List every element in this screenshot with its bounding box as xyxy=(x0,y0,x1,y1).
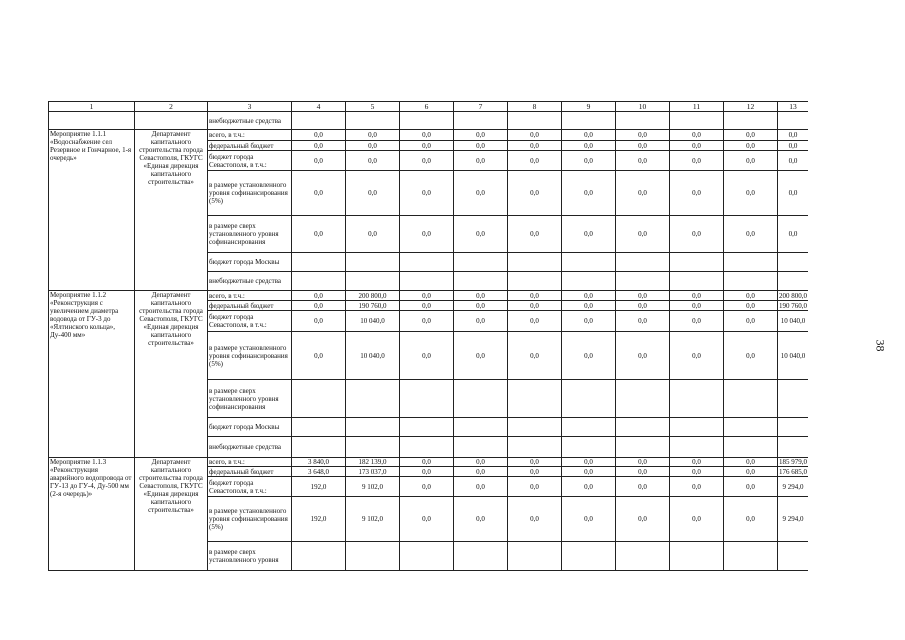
value-cell xyxy=(562,253,616,272)
value-cell: 9 102,0 xyxy=(346,477,400,497)
value-cell: 0,0 xyxy=(508,130,562,141)
column-header: 5 xyxy=(346,102,400,112)
column-header: 1 xyxy=(49,102,135,112)
value-cell: 0,0 xyxy=(400,130,454,141)
value-cell xyxy=(508,418,562,437)
page-number: 38 xyxy=(873,339,888,352)
value-cell xyxy=(616,112,670,130)
funding-source: всего, в т.ч.: xyxy=(208,291,292,301)
value-cell xyxy=(400,542,454,571)
value-cell: 0,0 xyxy=(670,458,724,467)
value-cell: 0,0 xyxy=(724,141,778,151)
value-cell: 0,0 xyxy=(400,301,454,311)
column-header: 8 xyxy=(508,102,562,112)
value-cell xyxy=(562,272,616,291)
value-cell: 0,0 xyxy=(724,467,778,477)
value-cell: 0,0 xyxy=(562,467,616,477)
value-cell: 200 800,0 xyxy=(779,291,807,300)
value-cell: 192,0 xyxy=(292,497,346,542)
value-cell xyxy=(724,253,778,272)
value-cell: 0,0 xyxy=(616,467,670,477)
table-row xyxy=(49,291,809,301)
value-cell: 0,0 xyxy=(454,332,508,380)
value-cell xyxy=(724,380,778,418)
column-header: 3 xyxy=(208,102,292,112)
value-cell: 0,0 xyxy=(724,311,778,332)
value-cell: 0,0 xyxy=(454,311,508,332)
value-cell: 0,0 xyxy=(508,151,562,171)
value-cell xyxy=(670,437,724,458)
value-cell xyxy=(292,380,346,418)
value-cell xyxy=(400,112,454,130)
value-cell: 0,0 xyxy=(616,171,670,216)
value-cell: 0,0 xyxy=(400,467,454,477)
column-header: 10 xyxy=(616,102,670,112)
value-cell: 0,0 xyxy=(562,171,616,216)
value-cell xyxy=(616,272,670,291)
value-cell: 0,0 xyxy=(562,301,616,311)
value-cell: 0,0 xyxy=(292,311,346,332)
value-cell: 0,0 xyxy=(616,332,670,380)
value-cell: 0,0 xyxy=(346,151,400,171)
value-cell: 0,0 xyxy=(346,141,400,151)
value-cell xyxy=(346,253,400,272)
value-cell xyxy=(508,253,562,272)
value-cell xyxy=(454,542,508,571)
value-cell: 185 979,0 xyxy=(779,458,807,466)
value-cell xyxy=(724,112,778,130)
value-cell xyxy=(670,418,724,437)
value-cell: 0,0 xyxy=(778,151,809,171)
column-header: 4 xyxy=(292,102,346,112)
value-cell: 0,0 xyxy=(400,171,454,216)
value-cell: 0,0 xyxy=(454,151,508,171)
value-cell xyxy=(562,380,616,418)
value-cell: 0,0 xyxy=(724,301,778,311)
funding-source: федеральный бюджет xyxy=(208,301,292,311)
value-cell: 9 294,0 xyxy=(778,497,809,542)
value-cell: 0,0 xyxy=(508,332,562,380)
value-cell: 0,0 xyxy=(400,311,454,332)
value-cell: 0,0 xyxy=(292,301,346,311)
value-cell: 182 139,0 xyxy=(346,458,400,467)
value-cell: 0,0 xyxy=(562,497,616,542)
value-cell: 0,0 xyxy=(292,171,346,216)
value-cell: 0,0 xyxy=(562,332,616,380)
document-sheet xyxy=(48,101,808,607)
value-cell: 0,0 xyxy=(454,477,508,497)
empty-cell xyxy=(49,112,135,130)
value-cell: 0,0 xyxy=(724,171,778,216)
value-cell xyxy=(454,112,508,130)
value-cell xyxy=(616,418,670,437)
value-cell xyxy=(562,418,616,437)
funding-source: в размере установленного уровня софинансирования (5%) xyxy=(208,332,292,380)
column-header: 6 xyxy=(400,102,454,112)
funding-source: внебюджетные средства xyxy=(208,437,292,458)
value-cell: 0,0 xyxy=(562,141,616,151)
funding-source: внебюджетные средства xyxy=(208,112,292,130)
value-cell: 0,0 xyxy=(724,130,778,141)
funding-source: бюджет города Севастополя, в т.ч.: xyxy=(208,151,292,171)
funding-source: в размере сверх установленного уровня софинансирования xyxy=(208,216,292,253)
executor-name: Департамент капитального строительства города Севастополя, ГКУГС «Единая дирекция капитального строительства» xyxy=(135,458,208,571)
value-cell xyxy=(346,272,400,291)
value-cell: 0,0 xyxy=(454,291,508,301)
value-cell: 0,0 xyxy=(292,130,346,141)
value-cell: 192,0 xyxy=(292,477,346,497)
value-cell: 0,0 xyxy=(454,141,508,151)
value-cell: 0,0 xyxy=(670,141,724,151)
value-cell: 0,0 xyxy=(400,151,454,171)
value-cell: 0,0 xyxy=(616,130,670,141)
value-cell: 0,0 xyxy=(400,216,454,253)
value-cell: 0,0 xyxy=(346,216,400,253)
value-cell xyxy=(292,418,346,437)
column-header: 9 xyxy=(562,102,616,112)
value-cell xyxy=(454,380,508,418)
value-cell: 10 040,0 xyxy=(778,311,809,332)
value-cell xyxy=(400,253,454,272)
value-cell: 190 760,0 xyxy=(779,301,807,310)
value-cell: 9 102,0 xyxy=(346,497,400,542)
value-cell xyxy=(724,272,778,291)
value-cell: 0,0 xyxy=(508,458,562,467)
funding-source: в размере сверх установленного уровня софинансирования xyxy=(208,380,292,418)
value-cell: 0,0 xyxy=(454,301,508,311)
value-cell: 0,0 xyxy=(724,216,778,253)
value-cell xyxy=(292,112,346,130)
funding-source: бюджет города Севастополя, в т.ч.: xyxy=(208,477,292,497)
value-cell: 0,0 xyxy=(670,171,724,216)
value-cell: 0,0 xyxy=(454,130,508,141)
value-cell: 0,0 xyxy=(562,130,616,141)
value-cell: 0,0 xyxy=(670,332,724,380)
value-cell: 0,0 xyxy=(616,477,670,497)
value-cell: 0,0 xyxy=(292,141,346,151)
value-cell: 0,0 xyxy=(670,477,724,497)
value-cell xyxy=(508,272,562,291)
value-cell: 0,0 xyxy=(724,291,778,301)
value-cell xyxy=(616,380,670,418)
table-row xyxy=(49,112,809,130)
value-cell xyxy=(346,542,400,571)
value-cell xyxy=(454,272,508,291)
value-cell xyxy=(454,437,508,458)
value-cell: 0,0 xyxy=(400,291,454,301)
value-cell: 200 800,0 xyxy=(346,291,400,301)
value-cell xyxy=(400,418,454,437)
value-cell: 0,0 xyxy=(292,216,346,253)
value-cell xyxy=(346,437,400,458)
value-cell xyxy=(778,542,809,571)
value-cell: 0,0 xyxy=(508,291,562,301)
value-cell: 0,0 xyxy=(508,467,562,477)
executor-name: Департамент капитального строительства города Севастополя, ГКУГС «Единая дирекция капитального строительства» xyxy=(135,130,208,291)
value-cell: 0,0 xyxy=(400,477,454,497)
funding-source: в размере установленного уровня софинансирования (5%) xyxy=(208,497,292,542)
value-cell: 0,0 xyxy=(670,130,724,141)
value-cell: 0,0 xyxy=(778,216,809,253)
column-header: 11 xyxy=(670,102,724,112)
value-cell: 10 040,0 xyxy=(346,311,400,332)
value-cell xyxy=(508,112,562,130)
funding-source: внебюджетные средства xyxy=(208,272,292,291)
table-row xyxy=(49,130,809,141)
value-cell: 0,0 xyxy=(616,458,670,467)
value-cell: 0,0 xyxy=(562,458,616,467)
value-cell xyxy=(778,437,809,458)
column-header: 12 xyxy=(724,102,778,112)
value-cell: 9 294,0 xyxy=(778,477,809,497)
table-row xyxy=(49,458,809,467)
value-cell xyxy=(346,418,400,437)
value-cell: 0,0 xyxy=(724,477,778,497)
value-cell: 0,0 xyxy=(724,458,778,467)
value-cell xyxy=(400,380,454,418)
value-cell: 0,0 xyxy=(562,216,616,253)
value-cell xyxy=(562,542,616,571)
value-cell xyxy=(562,112,616,130)
value-cell: 0,0 xyxy=(454,467,508,477)
value-cell: 0,0 xyxy=(400,332,454,380)
value-cell: 10 040,0 xyxy=(778,332,809,380)
value-cell: 0,0 xyxy=(346,130,400,141)
value-cell xyxy=(454,418,508,437)
value-cell: 0,0 xyxy=(616,301,670,311)
value-cell: 0,0 xyxy=(508,301,562,311)
value-cell xyxy=(670,542,724,571)
funding-source: федеральный бюджет xyxy=(208,467,292,477)
value-cell xyxy=(508,542,562,571)
value-cell: 0,0 xyxy=(616,141,670,151)
funding-source: бюджет города Москвы xyxy=(208,418,292,437)
value-cell xyxy=(670,380,724,418)
funding-source: федеральный бюджет xyxy=(208,141,292,151)
value-cell: 0,0 xyxy=(508,216,562,253)
value-cell: 0,0 xyxy=(778,171,809,216)
funding-source: всего, в т.ч.: xyxy=(208,130,292,141)
value-cell: 0,0 xyxy=(562,151,616,171)
empty-cell xyxy=(135,112,208,130)
value-cell xyxy=(778,112,809,130)
value-cell xyxy=(292,542,346,571)
value-cell xyxy=(292,253,346,272)
funding-source: бюджет города Севастополя, в т.ч.: xyxy=(208,311,292,332)
value-cell: 10 040,0 xyxy=(346,332,400,380)
activity-name: Мероприятие 1.1.1 «Водоснабжение сел Резервное и Гончарное, 1-я очередь» xyxy=(49,130,135,291)
funding-source: всего, в т.ч.: xyxy=(208,458,292,467)
value-cell xyxy=(562,437,616,458)
value-cell xyxy=(400,272,454,291)
funding-source: в размере сверх установленного уровня xyxy=(208,542,292,571)
value-cell: 0,0 xyxy=(292,151,346,171)
value-cell: 0,0 xyxy=(562,311,616,332)
value-cell: 0,0 xyxy=(670,467,724,477)
value-cell xyxy=(616,253,670,272)
column-header: 7 xyxy=(454,102,508,112)
value-cell: 0,0 xyxy=(508,311,562,332)
value-cell: 0,0 xyxy=(454,497,508,542)
value-cell: 0,0 xyxy=(454,171,508,216)
header-row xyxy=(49,102,809,112)
column-header: 2 xyxy=(135,102,208,112)
value-cell: 0,0 xyxy=(724,151,778,171)
value-cell: 0,0 xyxy=(724,497,778,542)
value-cell xyxy=(616,437,670,458)
value-cell xyxy=(346,112,400,130)
value-cell xyxy=(778,380,809,418)
value-cell: 0,0 xyxy=(400,497,454,542)
value-cell: 0,0 xyxy=(562,477,616,497)
value-cell xyxy=(346,380,400,418)
value-cell: 0,0 xyxy=(400,141,454,151)
funding-source: бюджет города Москвы xyxy=(208,253,292,272)
value-cell: 0,0 xyxy=(508,141,562,151)
value-cell xyxy=(670,272,724,291)
value-cell: 0,0 xyxy=(670,301,724,311)
value-cell: 173 037,0 xyxy=(346,467,400,477)
value-cell xyxy=(454,253,508,272)
funding-source: в размере установленного уровня софинансирования (5%) xyxy=(208,171,292,216)
value-cell: 0,0 xyxy=(616,151,670,171)
value-cell: 0,0 xyxy=(616,216,670,253)
value-cell xyxy=(508,380,562,418)
value-cell xyxy=(724,437,778,458)
value-cell: 0,0 xyxy=(292,291,346,301)
activity-name: Мероприятие 1.1.2 «Реконструкция с увеличением диаметра водовода от ГУ-3 до «Ялтинского кольца», Ду-400 мм» xyxy=(49,291,135,458)
value-cell: 0,0 xyxy=(508,497,562,542)
value-cell: 0,0 xyxy=(508,171,562,216)
value-cell xyxy=(778,272,809,291)
value-cell xyxy=(778,253,809,272)
value-cell: 0,0 xyxy=(562,291,616,301)
value-cell: 0,0 xyxy=(778,130,809,141)
value-cell xyxy=(292,272,346,291)
value-cell: 0,0 xyxy=(400,458,454,467)
value-cell xyxy=(670,253,724,272)
value-cell xyxy=(616,542,670,571)
budget-table xyxy=(48,101,808,571)
table-body xyxy=(49,102,809,571)
value-cell: 0,0 xyxy=(670,151,724,171)
value-cell xyxy=(292,437,346,458)
value-cell: 0,0 xyxy=(616,497,670,542)
value-cell xyxy=(508,437,562,458)
value-cell xyxy=(778,418,809,437)
value-cell: 0,0 xyxy=(508,477,562,497)
column-header: 13 xyxy=(778,102,809,112)
value-cell: 0,0 xyxy=(670,216,724,253)
value-cell: 0,0 xyxy=(670,291,724,301)
value-cell: 0,0 xyxy=(346,171,400,216)
value-cell: 0,0 xyxy=(454,458,508,467)
value-cell: 0,0 xyxy=(778,141,809,151)
value-cell: 0,0 xyxy=(670,311,724,332)
value-cell: 190 760,0 xyxy=(346,301,400,311)
value-cell: 176 685,0 xyxy=(779,467,807,476)
value-cell: 0,0 xyxy=(616,291,670,301)
value-cell: 0,0 xyxy=(670,497,724,542)
value-cell: 0,0 xyxy=(616,311,670,332)
value-cell: 0,0 xyxy=(454,216,508,253)
activity-name: Мероприятие 1.1.3 «Реконструкция аварийного водопровода от ГУ-13 до ГУ-4, Ду-500 мм (2-я очередь)» xyxy=(49,458,135,571)
value-cell: 0,0 xyxy=(724,332,778,380)
value-cell: 3 840,0 xyxy=(292,458,346,467)
value-cell: 3 648,0 xyxy=(292,467,346,477)
value-cell xyxy=(724,542,778,571)
executor-name: Департамент капитального строительства города Севастополя, ГКУГС «Единая дирекция капитального строительства» xyxy=(135,291,208,458)
value-cell xyxy=(724,418,778,437)
value-cell xyxy=(400,437,454,458)
value-cell xyxy=(670,112,724,130)
value-cell: 0,0 xyxy=(292,332,346,380)
